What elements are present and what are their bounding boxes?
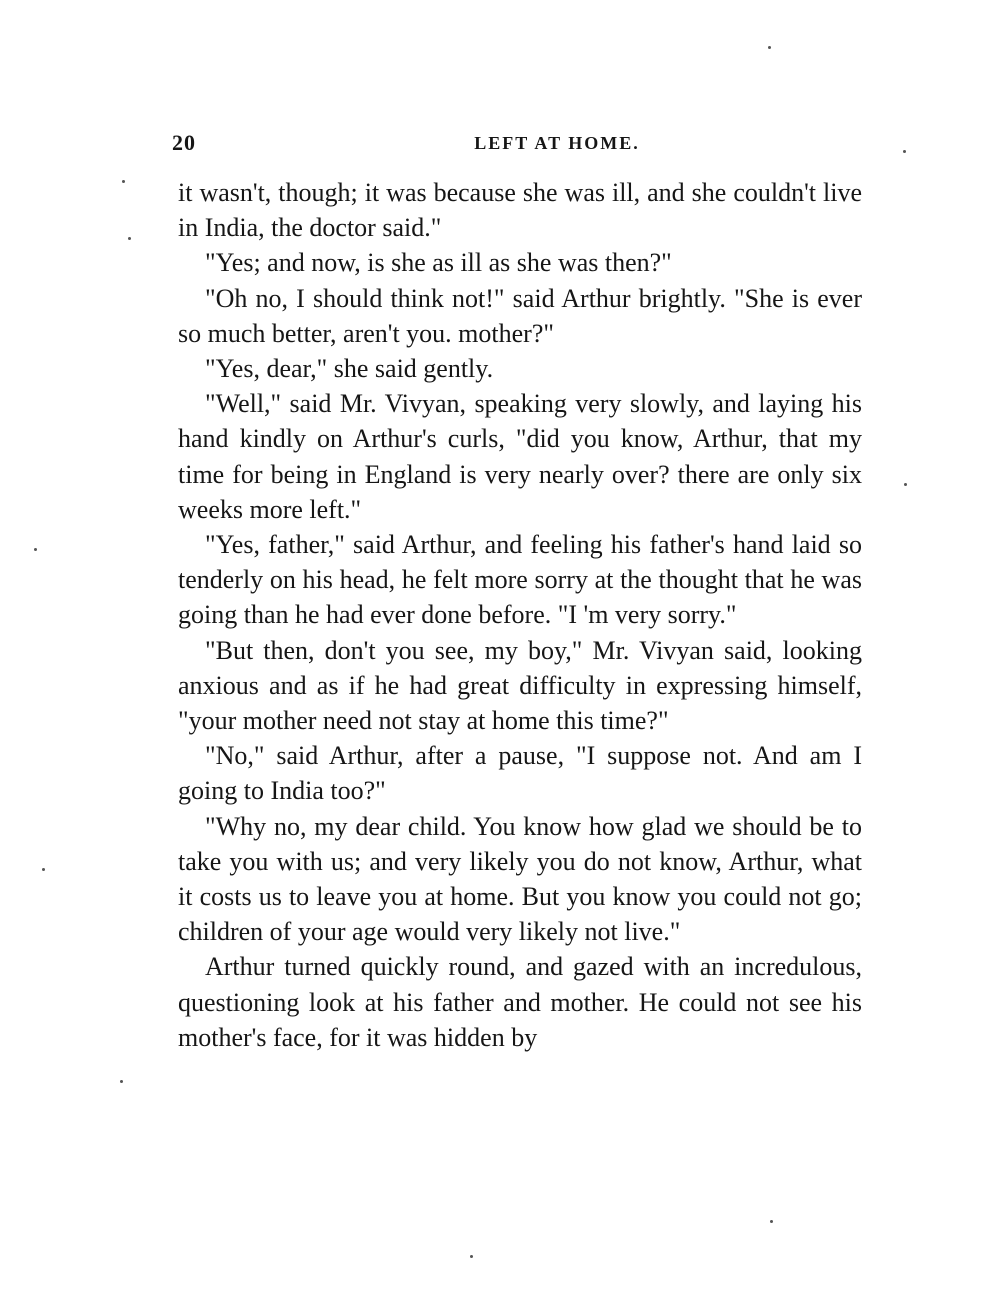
paragraph: "Yes, father," said Arthur, and feeling his father's hand laid so tenderly on his head, he felt more sorry at the thought that he was going than he had ever done before. "I 'm very sorry." [178, 530, 862, 630]
scan-speck [904, 483, 907, 486]
page-number: 20 [172, 130, 196, 155]
paragraph: Arthur turned quickly round, and gazed with an incredulous, questioning look at his father and mother. He could not see his mother's face, for it was hidden by [178, 952, 862, 1052]
paragraph: it wasn't, though; it was because she was ill, and she couldn't live in India, the doctor said." [178, 178, 862, 243]
paragraph: "But then, don't you see, my boy," Mr. Vivyan said, looking anxious and as if he had great difficulty in expressing himself, "your mother need not stay at home this time?" [178, 635, 862, 736]
scan-speck [470, 1255, 473, 1258]
scan-speck [34, 548, 37, 551]
body-text [178, 175, 862, 1055]
paragraph: "No," said Arthur, after a pause, "I suppose not. And am I going to India too?" [178, 741, 862, 806]
page-header [172, 130, 862, 160]
scan-speck [768, 46, 771, 49]
scan-speck [128, 237, 131, 240]
scan-speck [122, 180, 125, 183]
scan-speck [42, 868, 45, 871]
scan-speck [770, 1220, 773, 1223]
paragraph: "Oh no, I should think not!" said Arthur brightly. "She is ever so much better, aren't you. mother?" [178, 283, 862, 348]
scan-speck [120, 1080, 123, 1083]
paragraph: "Well," said Mr. Vivyan, speaking very slowly, and laying his hand kindly on Arthur's curls, "did you know, Arthur, that my time for being in England is very nearly over? there are only six weeks more left." [178, 389, 862, 524]
paragraph: "Why no, my dear child. You know how glad we should be to take you with us; and very likely you do not know, Arthur, what it costs us to leave you at home. But you know you could not go; children of your age would very likely not live." [178, 811, 862, 947]
running-title: LEFT AT HOME. [474, 133, 640, 153]
paragraph: "Yes; and now, is she as ill as she was then?" [205, 248, 672, 278]
scan-speck [903, 150, 906, 153]
paragraph: "Yes, dear," she said gently. [205, 354, 494, 384]
